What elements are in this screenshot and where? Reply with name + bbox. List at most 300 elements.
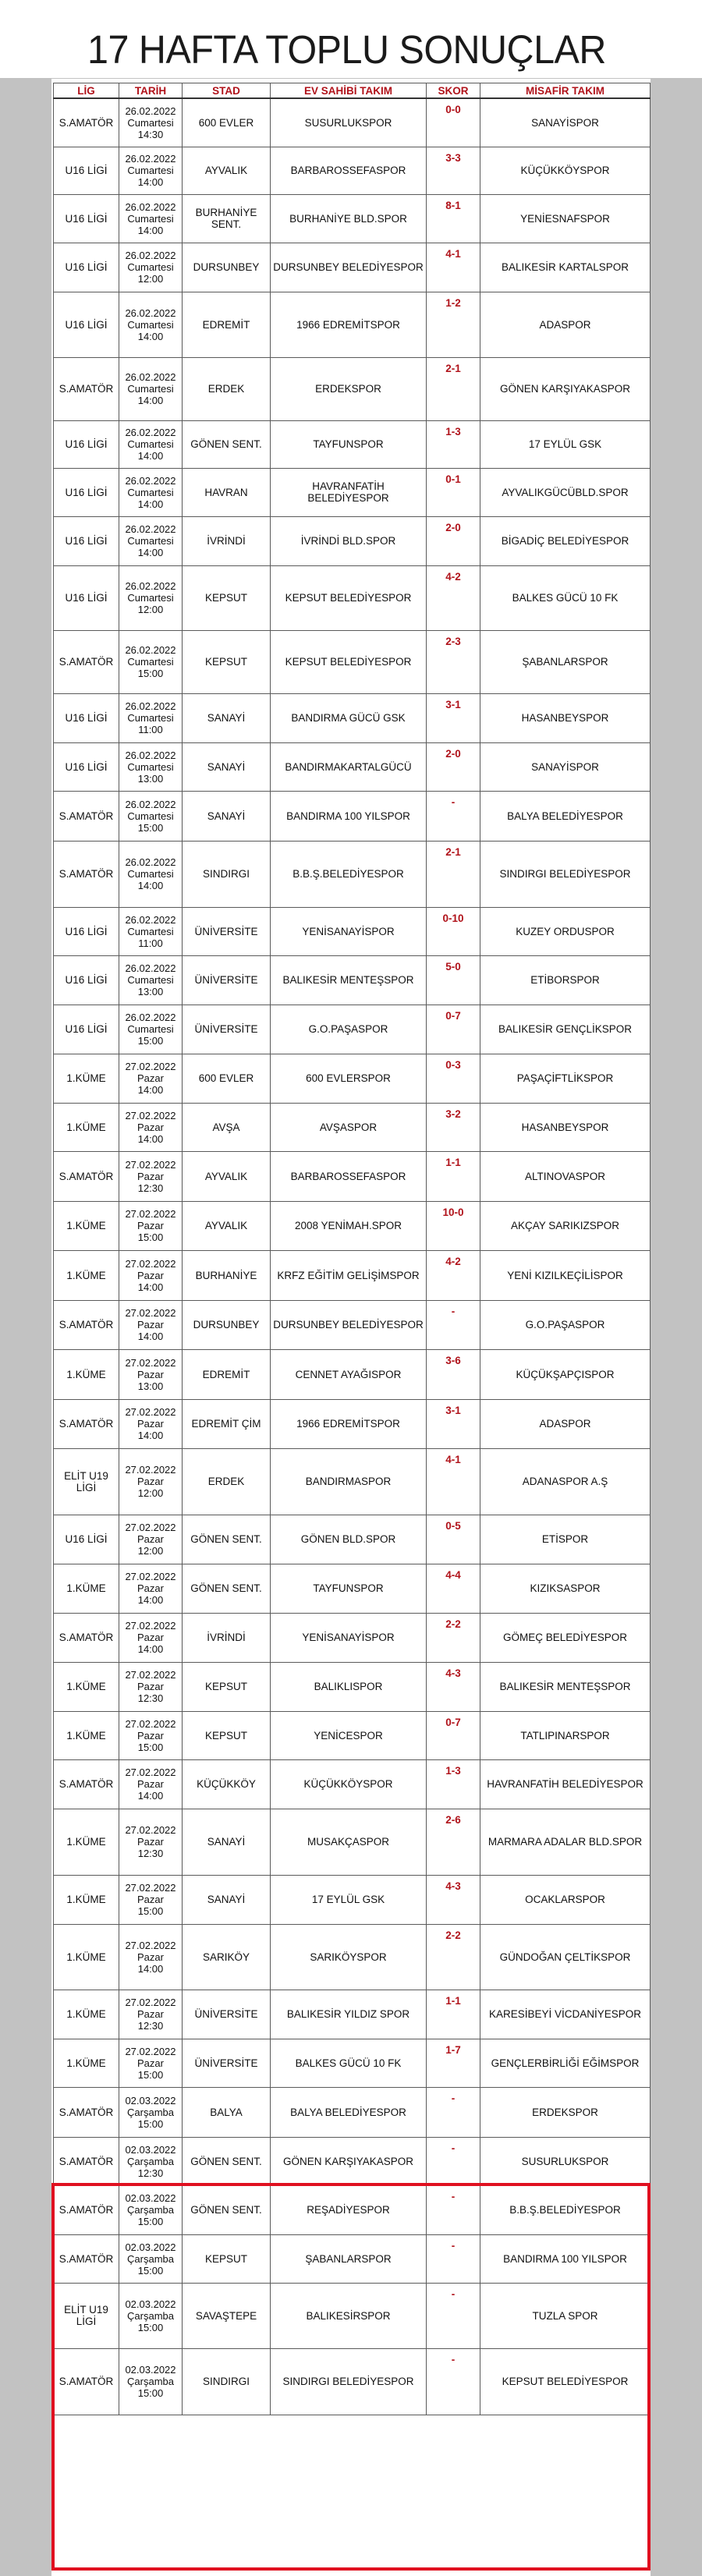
score-text: 1-1	[445, 1994, 461, 2007]
home-team-text: BANDIRMA GÜCÜ GSK	[291, 712, 406, 724]
time-text: 12:30	[137, 2020, 164, 2032]
cell-score	[427, 1875, 480, 1924]
cell-score	[427, 1759, 480, 1809]
home-team-text: TAYFUNSPOR	[313, 1582, 384, 1594]
away-team-text: GÖMEÇ BELEDİYESPOR	[502, 1632, 628, 1643]
day-text: Cumartesi	[127, 760, 174, 773]
day-text: Pazar	[137, 1072, 164, 1084]
cell-lig	[54, 1711, 119, 1759]
cell-score	[427, 742, 480, 791]
time-text: 15:00	[137, 2387, 164, 2399]
cell-home	[271, 1005, 427, 1054]
day-text: Çarşamba	[127, 2204, 174, 2216]
lig-text: U16 LİGİ	[65, 438, 108, 450]
table-row	[54, 1300, 651, 1349]
home-team-text: KÜÇÜKKÖYSPOR	[303, 1778, 393, 1790]
cell-lig	[54, 907, 119, 955]
away-team-text: YENİ KIZILKEÇİLİSPOR	[507, 1269, 623, 1281]
away-team-text: HAVRANFATİH BELEDİYESPOR	[487, 1778, 644, 1790]
cell-stad	[183, 1613, 271, 1662]
lig-text: S.AMATÖR	[58, 1319, 114, 1331]
cell-date	[119, 1515, 183, 1564]
cell-stad	[183, 791, 271, 841]
lig-text: 1.KÜME	[66, 1836, 106, 1848]
cell-score	[427, 1151, 480, 1201]
stad-text: DURSUNBEY	[193, 261, 260, 273]
cell-home	[271, 468, 427, 516]
cell-score	[427, 1564, 480, 1613]
day-text: Çarşamba	[127, 2106, 174, 2118]
cell-away	[480, 742, 651, 791]
away-team-text: ALTINOVASPOR	[524, 1170, 606, 1182]
day-text: Pazar	[137, 1778, 164, 1790]
cell-away	[480, 516, 651, 565]
cell-date	[119, 2348, 183, 2415]
cell-home	[271, 1564, 427, 1613]
day-text: Cumartesi	[127, 438, 174, 450]
cell-lig	[54, 147, 119, 194]
cell-home	[271, 420, 427, 468]
cell-home	[271, 565, 427, 630]
table-row	[54, 1201, 651, 1250]
lig-text: 1.KÜME	[66, 2008, 106, 2020]
date-text: 26.02.2022	[125, 749, 176, 761]
time-text: 14:00	[137, 498, 164, 510]
date-text: 27.02.2022	[125, 1717, 176, 1730]
date-text: 27.02.2022	[125, 1620, 176, 1632]
cell-lig	[54, 693, 119, 742]
cell-away	[480, 1613, 651, 1662]
cell-stad	[183, 907, 271, 955]
cell-stad	[183, 2087, 271, 2137]
stad-text: DURSUNBEY	[193, 1319, 260, 1331]
time-text: 14:00	[137, 395, 164, 406]
cell-away	[480, 194, 651, 243]
day-text: Cumartesi	[127, 712, 174, 724]
cell-away	[480, 907, 651, 955]
time-text: 15:00	[137, 821, 164, 834]
time-text: 14:00	[137, 1962, 164, 1975]
cell-date	[119, 841, 183, 907]
away-team-text: ŞABANLARSPOR	[522, 656, 608, 668]
cell-stad	[183, 1054, 271, 1103]
home-team-text: GÖNEN KARŞIYAKASPOR	[282, 2155, 414, 2167]
date-text: 27.02.2022	[125, 1158, 176, 1171]
cell-home	[271, 1875, 427, 1924]
home-team-text: BALIKESİR YILDIZ SPOR	[286, 2008, 410, 2020]
away-team-text: TATLIPINARSPOR	[520, 1729, 610, 1742]
date-text: 26.02.2022	[125, 250, 176, 261]
cell-date	[119, 565, 183, 630]
day-text: Pazar	[137, 2008, 164, 2020]
date-text: 27.02.2022	[125, 1522, 176, 1533]
cell-away	[480, 468, 651, 516]
lig-text: U16 LİGİ	[65, 165, 108, 176]
score-text: 0-3	[445, 1058, 461, 1071]
cell-home	[271, 1399, 427, 1448]
stad-text: SANAYİ	[207, 760, 246, 773]
cell-stad	[183, 147, 271, 194]
col-header-lig: LİG	[54, 83, 119, 99]
cell-stad	[183, 1448, 271, 1515]
date-text: 27.02.2022	[125, 1356, 176, 1369]
lig-text: U16 LİGİ	[65, 212, 108, 225]
table-row	[54, 516, 651, 565]
cell-home	[271, 516, 427, 565]
cell-date	[119, 630, 183, 693]
cell-score	[427, 791, 480, 841]
stad-text: AYVALIK	[204, 165, 248, 176]
date-text: 27.02.2022	[125, 1824, 176, 1836]
cell-stad	[183, 1300, 271, 1349]
stad-text: İVRİNDİ	[207, 1632, 246, 1643]
cell-lig	[54, 98, 119, 147]
cell-stad	[183, 1250, 271, 1300]
home-team-text: BALIKESİR MENTEŞSPOR	[282, 974, 414, 986]
cell-date	[119, 1875, 183, 1924]
time-text: 15:00	[137, 1035, 164, 1047]
cell-away	[480, 2185, 651, 2234]
time-text: 14:00	[137, 1594, 164, 1606]
cell-score	[427, 1054, 480, 1103]
table-row	[54, 420, 651, 468]
date-text: 27.02.2022	[125, 1464, 176, 1476]
stad-text: SINDIRGI	[202, 2376, 250, 2387]
day-text: Cumartesi	[127, 1023, 174, 1035]
score-text: 0-7	[445, 1716, 461, 1728]
home-team-text: 1966 EDREMİTSPOR	[296, 318, 400, 331]
stad-text: ÜNİVERSİTE	[194, 2057, 258, 2069]
table-row	[54, 2137, 651, 2185]
cell-home	[271, 2087, 427, 2137]
date-text: 02.03.2022	[125, 2192, 176, 2204]
score-text: 2-3	[445, 635, 461, 647]
home-team-text: BALIKLISPOR	[314, 1681, 383, 1692]
home-team-text: BANDIRMASPOR	[305, 1476, 392, 1487]
cell-away	[480, 2234, 651, 2283]
away-team-text: SANAYİSPOR	[531, 760, 599, 773]
col-header-score: SKOR	[427, 83, 480, 99]
date-text: 27.02.2022	[125, 1766, 176, 1778]
home-team-text: YENİSANAYİSPOR	[302, 925, 395, 937]
cell-date	[119, 194, 183, 243]
date-text: 02.03.2022	[125, 2298, 176, 2310]
col-header-away: MİSAFİR TAKIM	[480, 83, 651, 99]
time-text: 14:00	[137, 1281, 164, 1293]
cell-date	[119, 1399, 183, 1448]
away-team-text: AKÇAY SARIKIZSPOR	[510, 1220, 620, 1231]
cell-date	[119, 98, 183, 147]
cell-lig	[54, 2137, 119, 2185]
cell-home	[271, 1103, 427, 1151]
stad-text: KEPSUT	[204, 2252, 247, 2265]
time-text: 14:00	[137, 1643, 164, 1655]
away-team-text: GÖNEN KARŞIYAKASPOR	[499, 383, 631, 395]
home-team-text: 17 EYLÜL GSK	[311, 1894, 385, 1905]
cell-stad	[183, 420, 271, 468]
away-team-text: AYVALIKGÜCÜBLD.SPOR	[502, 486, 629, 498]
cell-date	[119, 1662, 183, 1711]
stad-text: KÜÇÜKKÖY	[197, 1778, 256, 1790]
home-team-text: AVŞASPOR	[319, 1121, 378, 1133]
cell-home	[271, 1448, 427, 1515]
date-text: 26.02.2022	[125, 1012, 176, 1023]
cell-home	[271, 1990, 427, 2039]
cell-score	[427, 1662, 480, 1711]
away-team-text: PAŞAÇİFTLİKSPOR	[516, 1072, 614, 1084]
score-text: 0-5	[445, 1519, 461, 1532]
score-text: -	[451, 2287, 456, 2300]
time-text: 12:00	[137, 604, 164, 615]
cell-away	[480, 2137, 651, 2185]
cell-score	[427, 1613, 480, 1662]
lig-text: S.AMATÖR	[58, 1170, 114, 1182]
time-text: 15:00	[137, 668, 164, 679]
stad-text: ÜNİVERSİTE	[194, 1023, 258, 1035]
day-text: Pazar	[137, 1632, 164, 1643]
cell-stad	[183, 630, 271, 693]
table-row	[54, 468, 651, 516]
cell-date	[119, 791, 183, 841]
away-team-text: HASANBEYSPOR	[521, 712, 609, 724]
cell-away	[480, 1054, 651, 1103]
date-text: 02.03.2022	[125, 2364, 176, 2376]
cell-home	[271, 2348, 427, 2415]
cell-stad	[183, 2283, 271, 2348]
away-team-text: ETİSPOR	[541, 1533, 589, 1545]
home-team-text: DURSUNBEY BELEDİYESPOR	[273, 261, 424, 273]
cell-home	[271, 1054, 427, 1103]
table-row	[54, 147, 651, 194]
cell-lig	[54, 2039, 119, 2087]
day-text: Cumartesi	[127, 383, 174, 395]
home-team-text: B.B.Ş.BELEDİYESPOR	[292, 868, 404, 880]
away-team-text: 17 EYLÜL GSK	[528, 438, 602, 450]
time-text: 14:00	[137, 1084, 164, 1096]
cell-stad	[183, 1990, 271, 2039]
cell-date	[119, 1613, 183, 1662]
cell-away	[480, 955, 651, 1005]
day-text: Cumartesi	[127, 212, 174, 225]
cell-lig	[54, 516, 119, 565]
cell-stad	[183, 1103, 271, 1151]
cell-lig	[54, 2185, 119, 2234]
home-team-text: ERDEKSPOR	[315, 383, 381, 395]
day-text: Çarşamba	[127, 2155, 174, 2167]
date-text: 27.02.2022	[125, 1669, 176, 1681]
lig-text: U16 LİGİ	[65, 1533, 108, 1545]
home-team-text: SINDIRGI BELEDİYESPOR	[282, 2376, 414, 2387]
lig-text: ELİT U19 LİGİ	[64, 1469, 108, 1494]
score-text: 1-2	[445, 296, 461, 309]
cell-lig	[54, 357, 119, 420]
cell-stad	[183, 693, 271, 742]
cell-score	[427, 1300, 480, 1349]
score-text: 2-6	[445, 1813, 461, 1826]
time-text: 15:00	[137, 2264, 164, 2277]
score-text: 10-0	[442, 1206, 464, 1218]
cell-lig	[54, 468, 119, 516]
table-row	[54, 1662, 651, 1711]
day-text: Cumartesi	[127, 486, 174, 498]
away-team-text: BALIKESİR GENÇLİKSPOR	[498, 1023, 633, 1035]
cell-away	[480, 1711, 651, 1759]
col-header-stad: STAD	[183, 83, 271, 99]
cell-score	[427, 2283, 480, 2348]
cell-home	[271, 1662, 427, 1711]
lig-text: S.AMATÖR	[58, 2106, 114, 2118]
away-team-text: BALYA BELEDİYESPOR	[507, 810, 623, 822]
time-text: 14:00	[137, 880, 164, 891]
cell-home	[271, 1250, 427, 1300]
cell-stad	[183, 1349, 271, 1399]
cell-lig	[54, 2283, 119, 2348]
time-text: 12:00	[137, 1487, 164, 1499]
away-team-text: BALIKESİR KARTALSPOR	[501, 261, 629, 273]
day-text: Pazar	[137, 1951, 164, 1963]
home-team-text: BARBAROSSEFASPOR	[290, 165, 406, 176]
cell-stad	[183, 841, 271, 907]
cell-score	[427, 2039, 480, 2087]
cell-score	[427, 1005, 480, 1054]
cell-away	[480, 1103, 651, 1151]
away-team-text: ADANASPOR A.Ş	[522, 1476, 608, 1487]
table-row	[54, 357, 651, 420]
cell-date	[119, 1990, 183, 2039]
cell-date	[119, 1300, 183, 1349]
table-row	[54, 1875, 651, 1924]
table-body	[54, 98, 651, 2415]
score-text: 4-2	[445, 570, 461, 583]
away-team-text: SINDIRGI BELEDİYESPOR	[499, 868, 631, 880]
cell-date	[119, 420, 183, 468]
cell-lig	[54, 841, 119, 907]
cell-stad	[183, 2234, 271, 2283]
cell-home	[271, 2283, 427, 2348]
cell-lig	[54, 1990, 119, 2039]
cell-score	[427, 194, 480, 243]
cell-score	[427, 1201, 480, 1250]
score-text: 0-7	[445, 1009, 461, 1022]
time-text: 12:30	[137, 2167, 164, 2179]
lig-text: 1.KÜME	[66, 1681, 106, 1692]
date-text: 27.02.2022	[125, 1882, 176, 1894]
cell-away	[480, 630, 651, 693]
cell-stad	[183, 2348, 271, 2415]
time-text: 15:00	[137, 2068, 164, 2081]
lig-text: U16 LİGİ	[65, 318, 108, 331]
home-team-text: REŞADİYESPOR	[307, 2204, 390, 2216]
home-team-text: BARBAROSSEFASPOR	[290, 1170, 406, 1182]
stad-text: 600 EVLER	[198, 116, 254, 129]
home-team-text: BALIKESİRSPOR	[306, 2309, 391, 2322]
stad-text: 600 EVLER	[198, 1072, 254, 1084]
cell-away	[480, 1201, 651, 1250]
score-text: 4-1	[445, 247, 461, 260]
stad-text: SANAYİ	[207, 712, 246, 724]
lig-text: U16 LİGİ	[65, 592, 108, 604]
date-text: 26.02.2022	[125, 962, 176, 974]
away-team-text: HASANBEYSPOR	[521, 1121, 609, 1133]
cell-date	[119, 1151, 183, 1201]
cell-date	[119, 907, 183, 955]
home-team-text: YENİCESPOR	[314, 1729, 383, 1742]
score-text: -	[451, 795, 456, 808]
cell-date	[119, 2087, 183, 2137]
date-text: 02.03.2022	[125, 2143, 176, 2156]
lig-text: U16 LİGİ	[65, 486, 108, 498]
table-row	[54, 243, 651, 292]
table-row	[54, 907, 651, 955]
away-team-text: ADASPOR	[539, 1418, 591, 1430]
home-team-text: 1966 EDREMİTSPOR	[296, 1418, 400, 1430]
lig-text: 1.KÜME	[66, 1368, 106, 1380]
date-text: 27.02.2022	[125, 1061, 176, 1072]
cell-home	[271, 841, 427, 907]
cell-date	[119, 1924, 183, 1990]
lig-text: S.AMATÖR	[58, 383, 114, 395]
date-text: 27.02.2022	[125, 1257, 176, 1270]
stad-text: KEPSUT	[204, 1729, 247, 1742]
cell-date	[119, 2039, 183, 2087]
cell-away	[480, 1759, 651, 1809]
day-text: Cumartesi	[127, 656, 174, 668]
cell-lig	[54, 1054, 119, 1103]
time-text: 15:00	[137, 2216, 164, 2227]
date-text: 27.02.2022	[125, 1571, 176, 1582]
stad-text: GÖNEN SENT.	[190, 438, 262, 450]
lig-text: U16 LİGİ	[65, 712, 108, 724]
cell-stad	[183, 2039, 271, 2087]
date-text: 26.02.2022	[125, 700, 176, 712]
cell-stad	[183, 292, 271, 357]
score-text: 4-2	[445, 1255, 461, 1267]
date-text: 26.02.2022	[125, 474, 176, 487]
date-text: 26.02.2022	[125, 644, 176, 656]
score-text: 0-10	[442, 912, 464, 924]
cell-date	[119, 1054, 183, 1103]
cell-home	[271, 2234, 427, 2283]
table-row	[54, 1809, 651, 1875]
away-team-text: KÜÇÜKKÖYSPOR	[520, 165, 610, 176]
score-text: 2-0	[445, 521, 461, 533]
cell-date	[119, 1005, 183, 1054]
cell-lig	[54, 243, 119, 292]
day-text: Pazar	[137, 1269, 164, 1281]
cell-away	[480, 2087, 651, 2137]
cell-lig	[54, 1151, 119, 1201]
cell-away	[480, 2039, 651, 2087]
stad-text: ÜNİVERSİTE	[194, 974, 258, 986]
lig-text: S.AMATÖR	[58, 116, 114, 129]
cell-home	[271, 98, 427, 147]
table-row	[54, 1924, 651, 1990]
stad-text: ÜNİVERSİTE	[194, 925, 258, 937]
cell-stad	[183, 468, 271, 516]
home-team-text: KRFZ EĞİTİM GELİŞİMSPOR	[277, 1269, 420, 1281]
cell-home	[271, 243, 427, 292]
stad-text: EDREMİT ÇİM	[191, 1418, 261, 1430]
cell-home	[271, 194, 427, 243]
cell-score	[427, 292, 480, 357]
away-team-text: ETİBORSPOR	[530, 974, 600, 986]
cell-lig	[54, 1005, 119, 1054]
cell-date	[119, 1103, 183, 1151]
cell-lig	[54, 1349, 119, 1399]
cell-stad	[183, 1151, 271, 1201]
time-text: 12:00	[137, 1545, 164, 1557]
cell-away	[480, 2283, 651, 2348]
